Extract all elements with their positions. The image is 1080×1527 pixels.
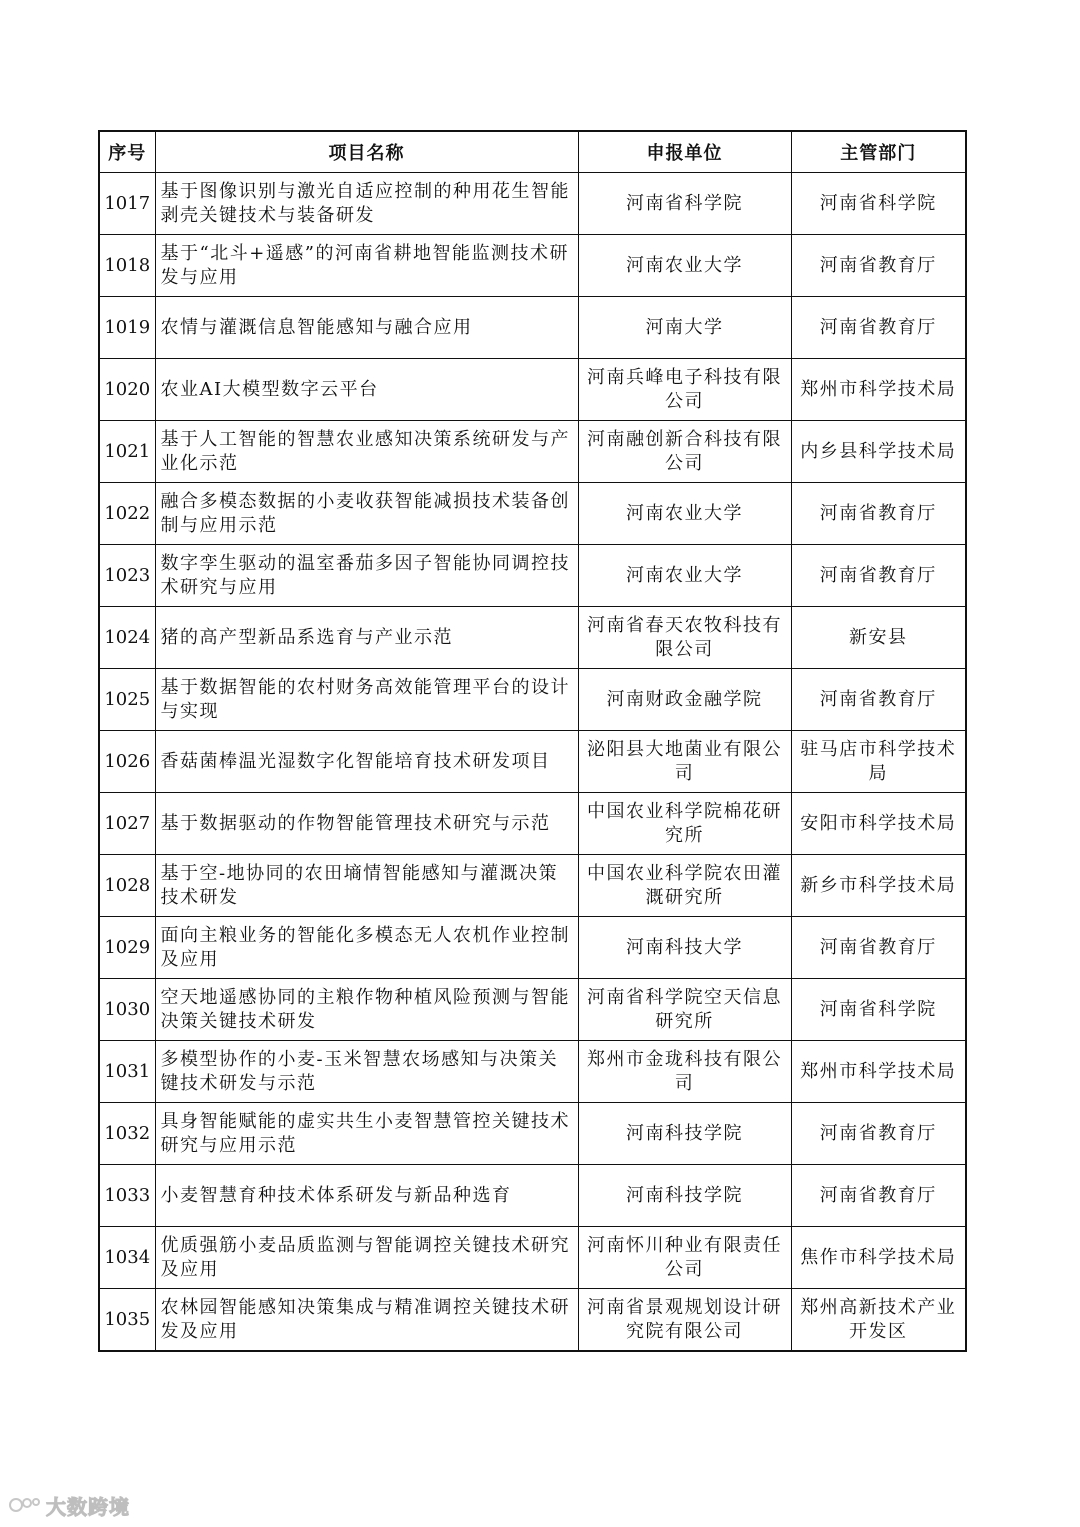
applicant-unit: 河南农业大学 [578,483,791,545]
project-table [98,130,967,1352]
row-number: 1031 [99,1041,155,1103]
table-row [99,173,966,235]
supervising-dept: 河南省教育厅 [791,297,966,359]
table-row [99,855,966,917]
applicant-unit: 河南科技学院 [578,1165,791,1227]
row-number: 1035 [99,1289,155,1352]
table-row [99,359,966,421]
supervising-dept: 郑州市科学技术局 [791,1041,966,1103]
applicant-unit: 郑州市金珑科技有限公司 [578,1041,791,1103]
table-row [99,1103,966,1165]
applicant-unit: 河南农业大学 [578,545,791,607]
supervising-dept: 河南省教育厅 [791,1165,966,1227]
supervising-dept: 河南省教育厅 [791,545,966,607]
row-number: 1028 [99,855,155,917]
supervising-dept: 河南省教育厅 [791,235,966,297]
project-name: 面向主粮业务的智能化多模态无人农机作业控制及应用 [155,917,578,979]
row-number: 1032 [99,1103,155,1165]
project-name: 基于“北斗+遥感”的河南省耕地智能监测技术研发与应用 [155,235,578,297]
project-name: 农情与灌溉信息智能感知与融合应用 [155,297,578,359]
row-number: 1029 [99,917,155,979]
table-row [99,669,966,731]
table-row [99,1165,966,1227]
table-row [99,1289,966,1352]
row-number: 1027 [99,793,155,855]
project-name: 融合多模态数据的小麦收获智能减损技术装备创制与应用示范 [155,483,578,545]
applicant-unit: 河南兵峰电子科技有限公司 [578,359,791,421]
applicant-unit: 河南省科学院空天信息研究所 [578,979,791,1041]
row-number: 1021 [99,421,155,483]
table-row [99,917,966,979]
project-name: 香菇菌棒温光湿数字化智能培育技术研发项目 [155,731,578,793]
applicant-unit: 河南融创新合科技有限公司 [578,421,791,483]
applicant-unit: 河南省科学院 [578,173,791,235]
row-number: 1030 [99,979,155,1041]
applicant-unit: 河南科技大学 [578,917,791,979]
project-name: 猪的高产型新品系选育与产业示范 [155,607,578,669]
project-name: 小麦智慧育种技术体系研发与新品种选育 [155,1165,578,1227]
table-body [99,173,966,1352]
project-name: 农业AI大模型数字云平台 [155,359,578,421]
applicant-unit: 河南怀川种业有限责任公司 [578,1227,791,1289]
header-applicant-unit: 申报单位 [578,131,791,173]
table-row [99,1227,966,1289]
table-row [99,607,966,669]
project-name: 数字孪生驱动的温室番茄多因子智能协同调控技术研究与应用 [155,545,578,607]
row-number: 1018 [99,235,155,297]
row-number: 1020 [99,359,155,421]
row-number: 1019 [99,297,155,359]
supervising-dept: 河南省教育厅 [791,669,966,731]
row-number: 1023 [99,545,155,607]
table-row [99,979,966,1041]
supervising-dept: 河南省教育厅 [791,483,966,545]
supervising-dept: 河南省教育厅 [791,917,966,979]
supervising-dept: 河南省教育厅 [791,1103,966,1165]
applicant-unit: 中国农业科学院农田灌溉研究所 [578,855,791,917]
project-name: 优质强筋小麦品质监测与智能调控关键技术研究及应用 [155,1227,578,1289]
supervising-dept: 新安县 [791,607,966,669]
table-row [99,235,966,297]
watermark-text: 大数跨境 [46,1494,130,1519]
applicant-unit: 河南省景观规划设计研究院有限公司 [578,1289,791,1352]
header-project-name: 项目名称 [155,131,578,173]
table-row [99,421,966,483]
supervising-dept: 内乡县科学技术局 [791,421,966,483]
project-name: 基于人工智能的智慧农业感知决策系统研发与产业化示范 [155,421,578,483]
project-name: 农林园智能感知决策集成与精准调控关键技术研发及应用 [155,1289,578,1352]
row-number: 1022 [99,483,155,545]
project-name: 空天地遥感协同的主粮作物种植风险预测与智能决策关键技术研发 [155,979,578,1041]
table-row [99,483,966,545]
row-number: 1025 [99,669,155,731]
row-number: 1017 [99,173,155,235]
applicant-unit: 河南农业大学 [578,235,791,297]
project-name: 基于数据驱动的作物智能管理技术研究与示范 [155,793,578,855]
supervising-dept: 郑州市科学技术局 [791,359,966,421]
applicant-unit: 河南财政金融学院 [578,669,791,731]
supervising-dept: 河南省科学院 [791,979,966,1041]
applicant-unit: 河南科技学院 [578,1103,791,1165]
supervising-dept: 焦作市科学技术局 [791,1227,966,1289]
row-number: 1033 [99,1165,155,1227]
table-row [99,793,966,855]
table-row [99,1041,966,1103]
applicant-unit: 河南大学 [578,297,791,359]
table-header-row [99,131,966,173]
project-name: 多模型协作的小麦-玉米智慧农场感知与决策关键技术研发与示范 [155,1041,578,1103]
watermark [8,1490,130,1520]
supervising-dept: 河南省科学院 [791,173,966,235]
project-name: 具身智能赋能的虚实共生小麦智慧管控关键技术研究与应用示范 [155,1103,578,1165]
header-supervising-dept: 主管部门 [791,131,966,173]
supervising-dept: 安阳市科学技术局 [791,793,966,855]
supervising-dept: 驻马店市科学技术局 [791,731,966,793]
supervising-dept: 新乡市科学技术局 [791,855,966,917]
applicant-unit: 泌阳县大地菌业有限公司 [578,731,791,793]
supervising-dept: 郑州高新技术产业开发区 [791,1289,966,1352]
table-row [99,731,966,793]
table-row [99,545,966,607]
header-no: 序号 [99,131,155,173]
project-name: 基于空-地协同的农田墒情智能感知与灌溉决策技术研发 [155,855,578,917]
applicant-unit: 中国农业科学院棉花研究所 [578,793,791,855]
project-name: 基于图像识别与激光自适应控制的种用花生智能剥壳关键技术与装备研发 [155,173,578,235]
row-number: 1026 [99,731,155,793]
table-row [99,297,966,359]
row-number: 1024 [99,607,155,669]
project-name: 基于数据智能的农村财务高效能管理平台的设计与实现 [155,669,578,731]
row-number: 1034 [99,1227,155,1289]
applicant-unit: 河南省春天农牧科技有限公司 [578,607,791,669]
brand-logo-icon [8,1494,42,1516]
